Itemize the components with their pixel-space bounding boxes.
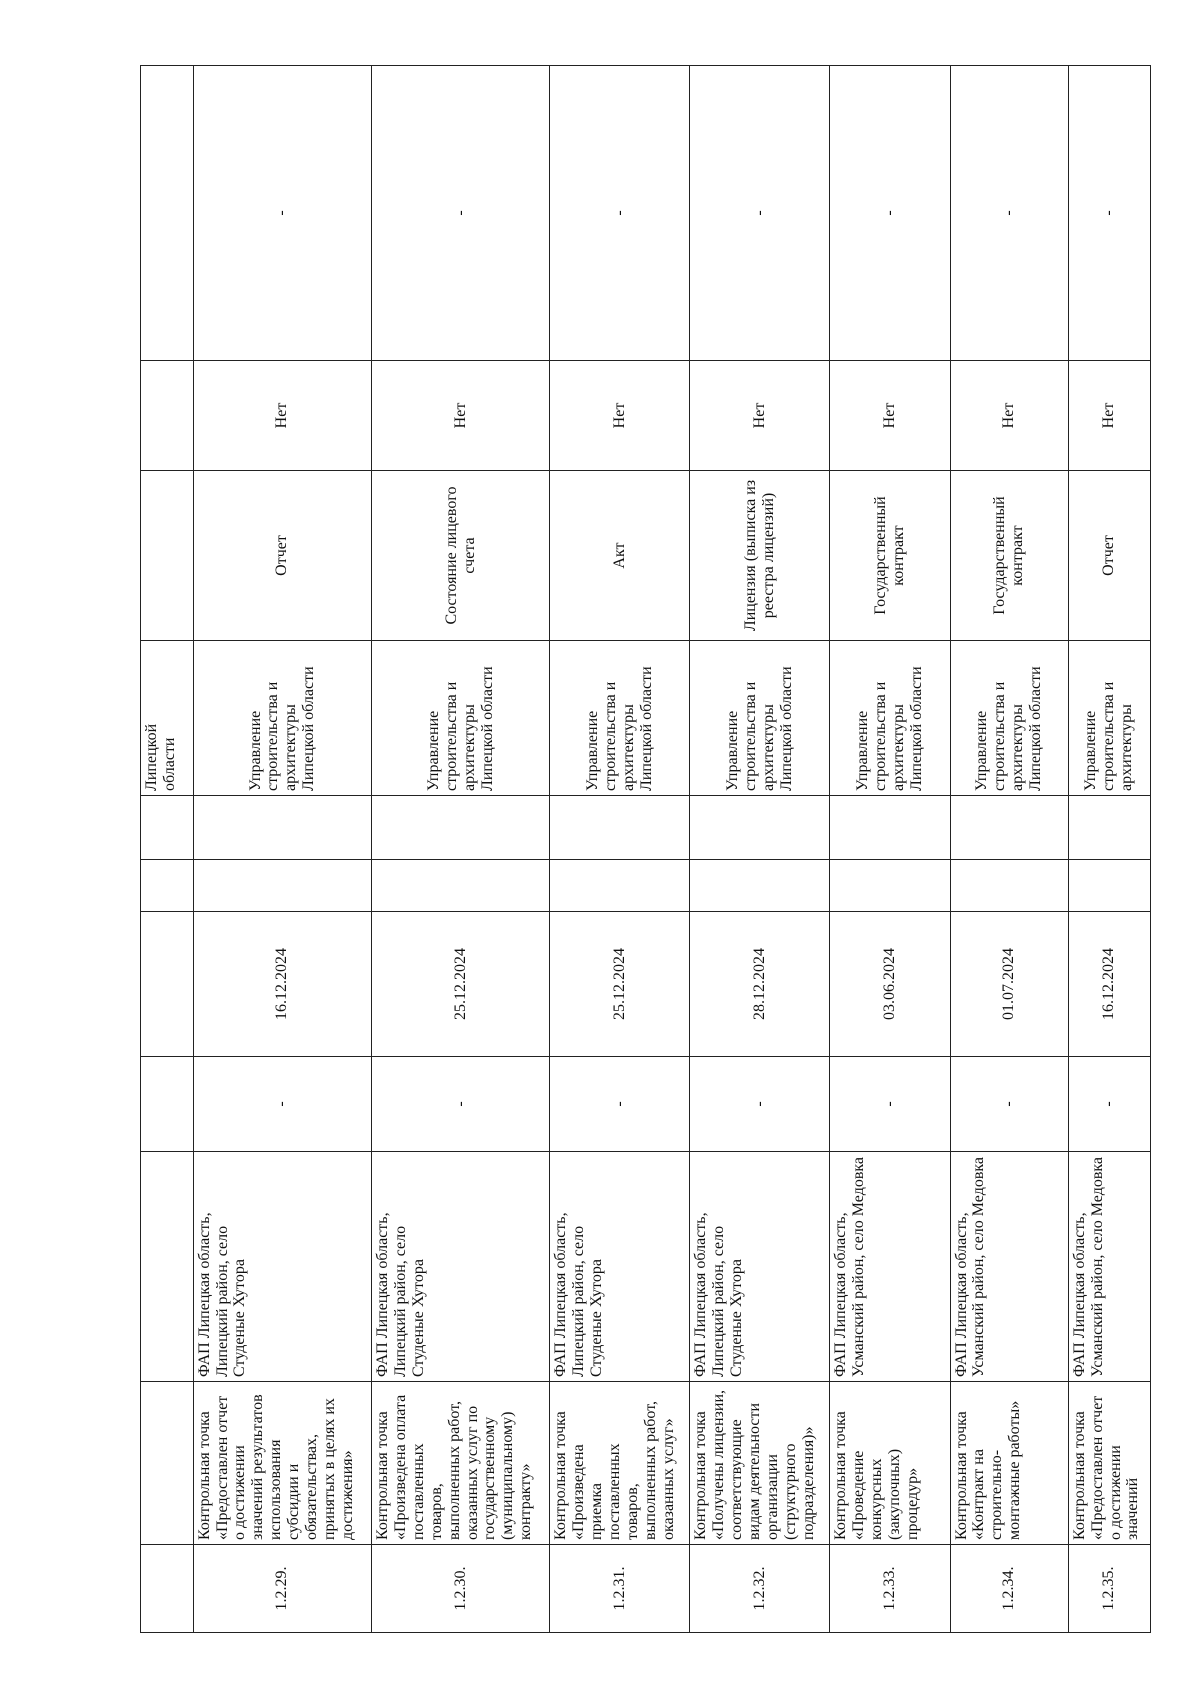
cell-extra-2 [1068,796,1150,860]
cell-extra-1 [1068,860,1150,912]
cell-note-empty [141,66,194,361]
cell-start-date: - [830,1057,950,1152]
cell-note: - [372,66,550,361]
cell-start-date: - [690,1057,830,1152]
cell-document: Акт [550,471,690,641]
cell-extra-2 [193,796,371,860]
cell-address: ФАП Липецкая область, Липецкий район, село Студеные Хутора [550,1152,690,1382]
cell-extra-1 [830,860,950,912]
cell-end-date: 25.12.2024 [550,912,690,1057]
cell-end-date: 25.12.2024 [372,912,550,1057]
cell-responsible: Управление строительства и архитектуры Липецкой области [550,641,690,796]
cell-control-point-name: Контрольная точка «Произведена приемка поставленных товаров, выполненных работ, оказанных услуг» [550,1382,690,1545]
cell-number: 1.2.29. [193,1545,371,1633]
cell-document: Отчет [1068,471,1150,641]
cell-address: ФАП Липецкая область, Липецкий район, село Студеные Хутора [193,1152,371,1382]
cell-number: 1.2.33. [830,1545,950,1633]
cell-flag: Нет [1068,361,1150,471]
cell-extra2-empty [141,796,194,860]
cell-start-date: - [193,1057,371,1152]
cell-flag: Нет [550,361,690,471]
cell-responsible: Управление строительства и архитектуры Липецкой области [830,641,950,796]
cell-note: - [830,66,950,361]
table-rotator [140,66,1151,1633]
rotated-page [140,66,1151,1633]
cell-extra-2 [372,796,550,860]
cell-note: - [193,66,371,361]
cell-flag: Нет [950,361,1068,471]
cell-number: 1.2.32. [690,1545,830,1633]
cell-address: ФАП Липецкая область, Усманский район, село Медовка [830,1152,950,1382]
cell-end-date: 16.12.2024 [1068,912,1150,1057]
cell-extra-1 [690,860,830,912]
cell-address: ФАП Липецкая область, Липецкий район, село Студеные Хутора [372,1152,550,1382]
cell-flag: Нет [690,361,830,471]
cell-document: Государственный контракт [830,471,950,641]
cell-control-point-name: Контрольная точка «Проведение конкурсных (закупочных) процедур» [830,1382,950,1545]
table-row [372,66,550,1633]
cell-number: 1.2.31. [550,1545,690,1633]
cell-flag-empty [141,361,194,471]
cell-address: ФАП Липецкая область, Липецкий район, село Студеные Хутора [690,1152,830,1382]
cell-start-date: - [550,1057,690,1152]
table-row [950,66,1068,1633]
cell-start-date: - [950,1057,1068,1152]
cell-responsible: Управление строительства и архитектуры Липецкой области [372,641,550,796]
cell-extra-2 [950,796,1068,860]
table-row-continuation [141,66,194,1633]
cell-responsible: Управление строительства и архитектуры Липецкой области [193,641,371,796]
cell-document: Лицензия (выписка из реестра лицензий) [690,471,830,641]
cell-start-empty [141,1057,194,1152]
table-row [690,66,830,1633]
cell-end-date: 16.12.2024 [193,912,371,1057]
cell-end-date: 03.06.2024 [830,912,950,1057]
cell-name-empty [141,1382,194,1545]
cell-note: - [950,66,1068,361]
cell-responsible: Управление строительства и архитектуры Липецкой области [690,641,830,796]
table-row [830,66,950,1633]
cell-extra-2 [830,796,950,860]
cell-extra-1 [550,860,690,912]
cell-responsible-tail: Липецкой области [141,641,194,796]
table-row [1068,66,1150,1633]
cell-flag: Нет [193,361,371,471]
cell-address: ФАП Липецкая область, Усманский район, село Медовка [1068,1152,1150,1382]
cell-number: 1.2.34. [950,1545,1068,1633]
cell-address: ФАП Липецкая область, Усманский район, село Медовка [950,1152,1068,1382]
cell-extra-1 [372,860,550,912]
cell-control-point-name: Контрольная точка «Предоставлен отчет о достижении значений [1068,1382,1150,1545]
cell-control-point-name: Контрольная точка «Произведена оплата поставленных товаров, выполненных работ, оказанных услуг по государственному (муниципальному) контракту» [372,1382,550,1545]
control-points-table [140,65,1151,1633]
cell-document: Государственный контракт [950,471,1068,641]
cell-control-point-name: Контрольная точка «Получены лицензии, соответствующие видам деятельности организации (структурного подразделения)» [690,1382,830,1545]
cell-address-empty [141,1152,194,1382]
cell-number: 1.2.30. [372,1545,550,1633]
cell-start-date: - [372,1057,550,1152]
cell-number: 1.2.35. [1068,1545,1150,1633]
cell-end-date: 01.07.2024 [950,912,1068,1057]
cell-control-point-name: Контрольная точка «Контракт на строительно-монтажные работы» [950,1382,1068,1545]
cell-extra1-empty [141,860,194,912]
table-row [550,66,690,1633]
cell-flag: Нет [830,361,950,471]
table-row [193,66,371,1633]
cell-control-point-name: Контрольная точка «Предоставлен отчет о достижении значений результатов использования субсидии и обязательствах, принятых в целях их достижения» [193,1382,371,1545]
cell-responsible: Управление строительства и архитектуры [1068,641,1150,796]
cell-extra-1 [193,860,371,912]
cell-extra-2 [550,796,690,860]
cell-start-date: - [1068,1057,1150,1152]
cell-num-empty [141,1545,194,1633]
cell-note: - [690,66,830,361]
cell-end-date: 28.12.2024 [690,912,830,1057]
cell-document: Отчет [193,471,371,641]
cell-document: Состояние лицевого счета [372,471,550,641]
cell-extra-2 [690,796,830,860]
cell-note: - [1068,66,1150,361]
cell-end-empty [141,912,194,1057]
cell-extra-1 [950,860,1068,912]
cell-document-empty [141,471,194,641]
cell-note: - [550,66,690,361]
cell-responsible: Управление строительства и архитектуры Липецкой области [950,641,1068,796]
cell-flag: Нет [372,361,550,471]
